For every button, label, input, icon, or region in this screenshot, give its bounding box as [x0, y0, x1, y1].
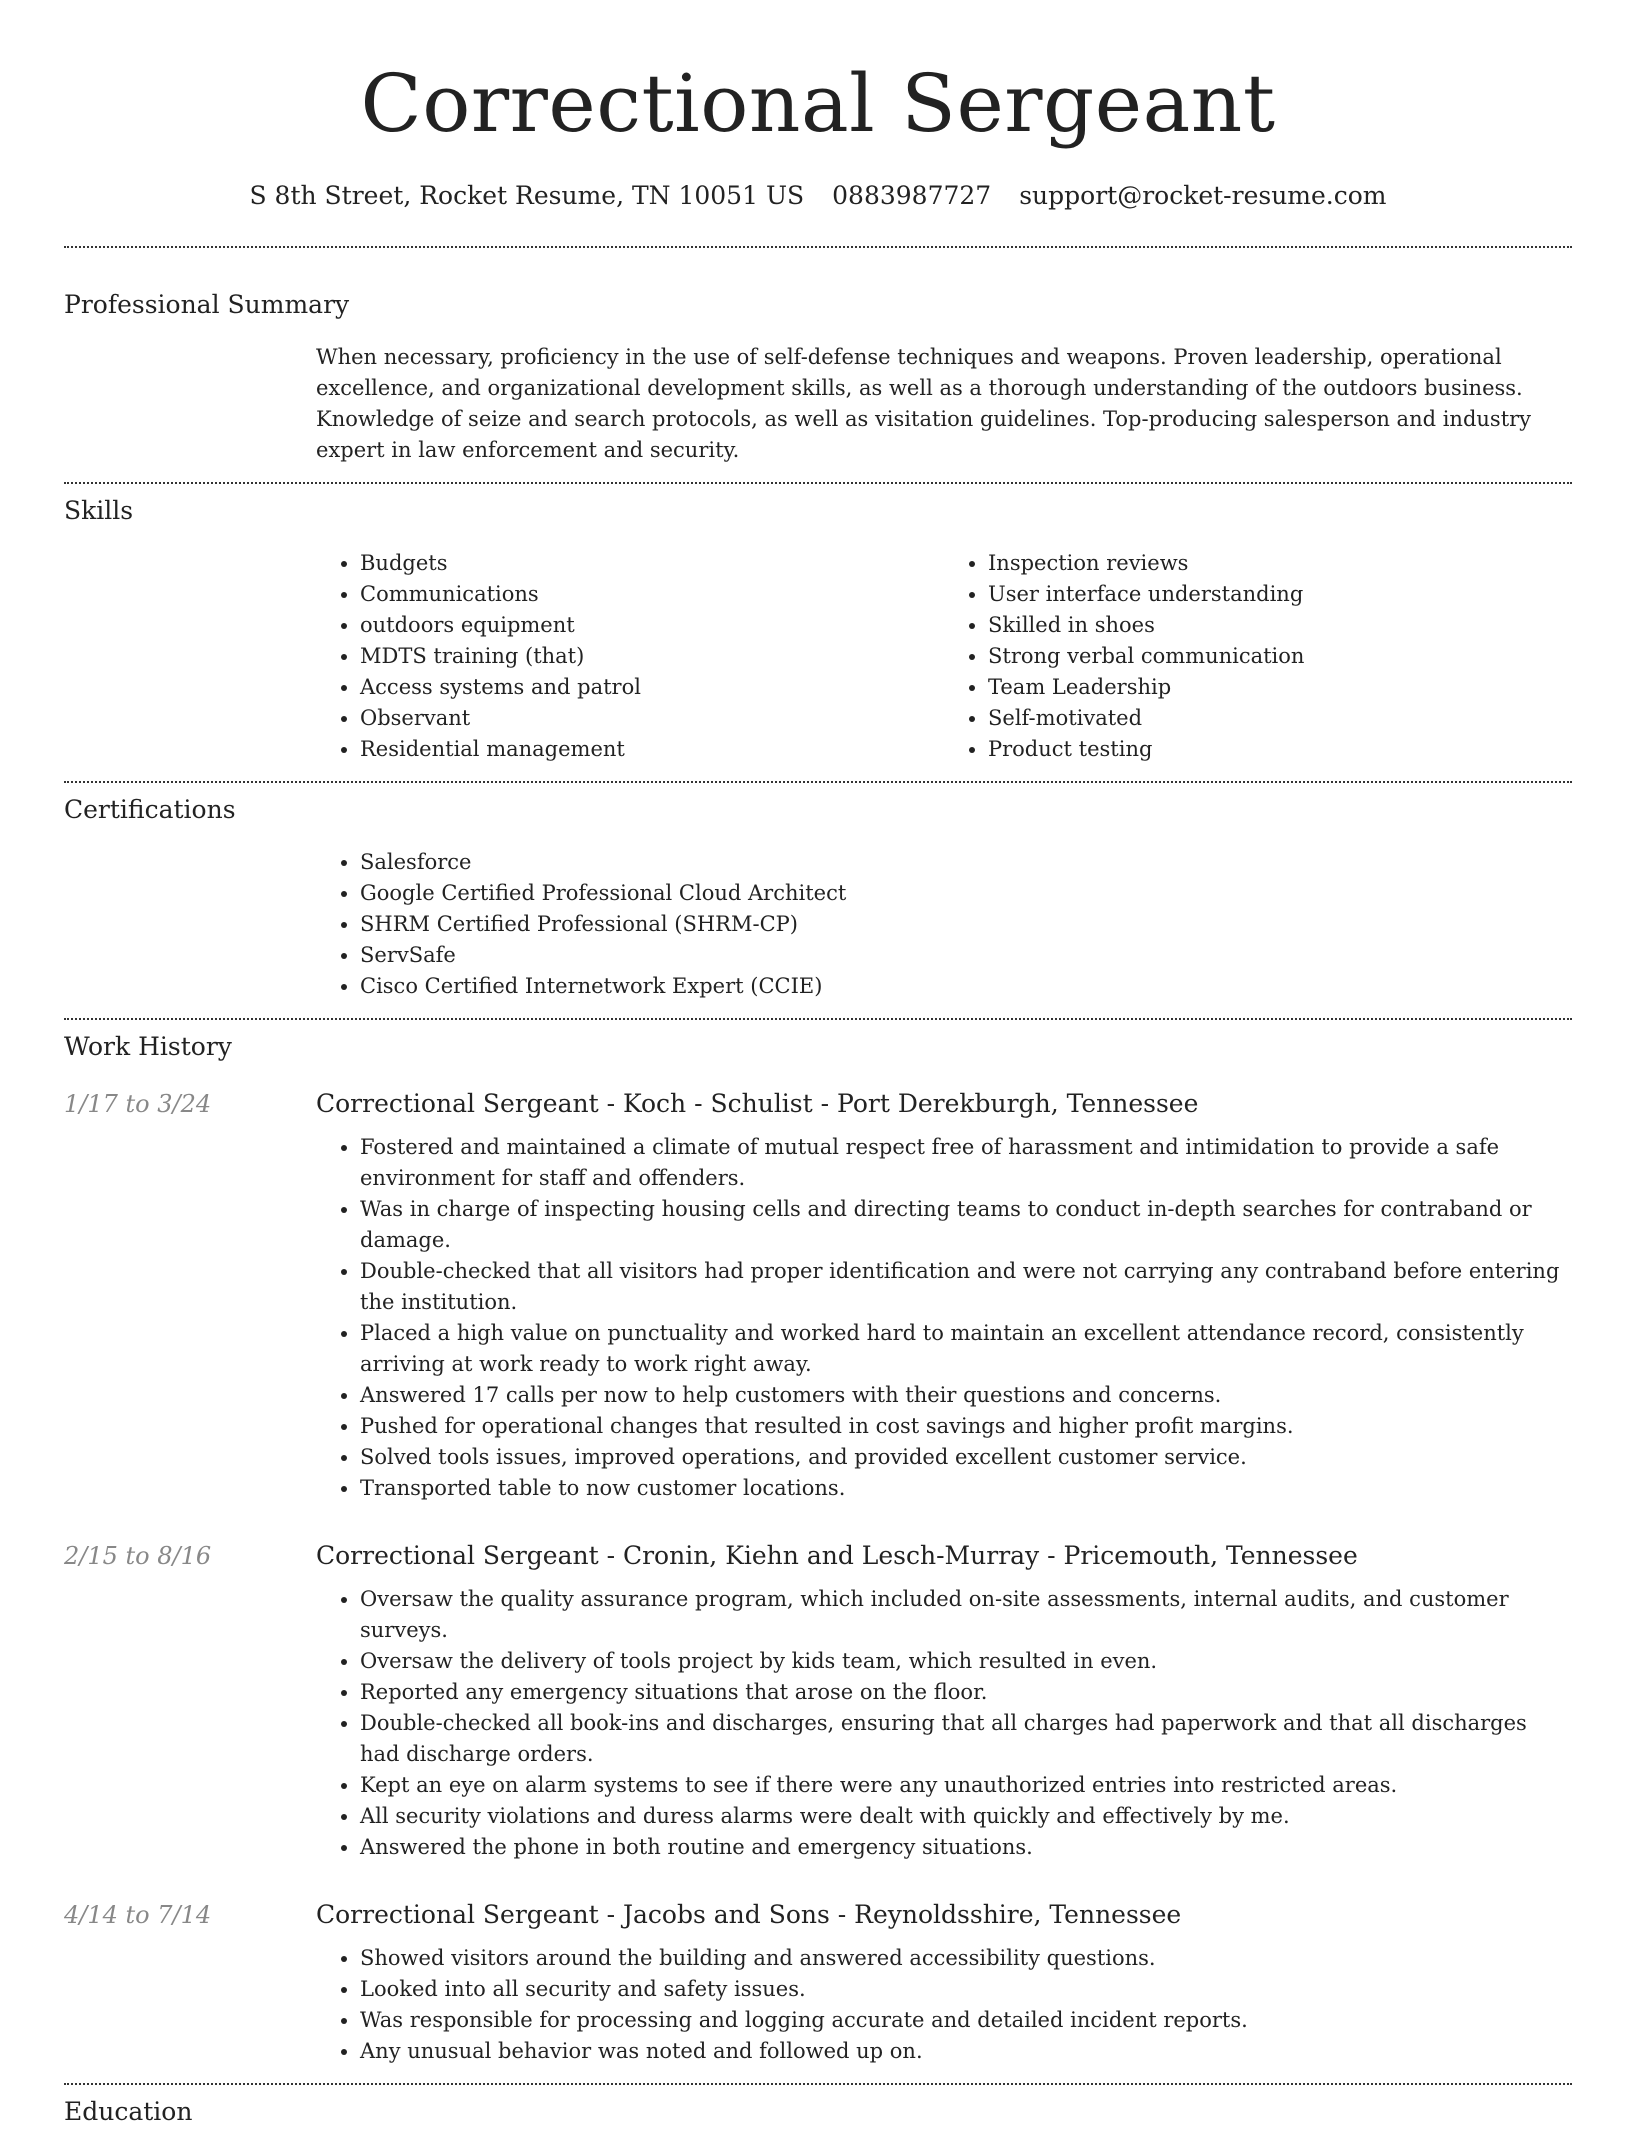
job-bullet: • Showed visitors around the building and answered accessibility questions.: [360, 1943, 1572, 1974]
phone-text: 0883987727: [832, 181, 992, 210]
job-bullets: [316, 1584, 1572, 1863]
skill-item: • Product testing: [988, 734, 1572, 765]
skill-item: • User interface understanding: [988, 579, 1572, 610]
job-bullet: • Looked into all security and safety issues.: [360, 1974, 1572, 2005]
job-bullets: [316, 1132, 1572, 1504]
job-entry: [64, 1086, 1572, 1504]
skill-item: • Inspection reviews: [988, 548, 1572, 579]
section-title-certifications: Certifications: [64, 795, 236, 824]
section-title-education: Education: [64, 2097, 193, 2126]
work-history-section: [64, 1020, 1572, 2067]
contact-line: [64, 178, 1572, 214]
skill-item: • Access systems and patrol: [360, 672, 944, 703]
job-title: Correctional Sergeant - Koch - Schulist - Port Derekburgh, Tennessee: [316, 1089, 1199, 1118]
job-bullet: • Reported any emergency situations that arose on the floor.: [360, 1677, 1572, 1708]
job-bullet: • Oversaw the delivery of tools project by kids team, which resulted in even.: [360, 1646, 1572, 1677]
job-bullet: • Answered 17 calls per now to help customers with their questions and concerns.: [360, 1380, 1572, 1411]
job-entry: [64, 1897, 1572, 2067]
section-title-summary: Professional Summary: [64, 290, 350, 319]
job-bullet: • Transported table to now customer locations.: [360, 1473, 1572, 1504]
skill-item: • Communications: [360, 579, 944, 610]
certification-item: • SHRM Certified Professional (SHRM-CP): [360, 909, 1572, 940]
summary-text: When necessary, proficiency in the use of self-defense techniques and weapons. Proven leadership, operational excellence, and organizational development skills, as well as a thorough understanding of the outdoors business. Knowledge of seize and search protocols, as well as visitation guidelines. Top-producing salesperson and industry expert in law enforcement and security.: [316, 345, 1532, 462]
job-bullets: [316, 1943, 1572, 2067]
skills-list-left: [316, 548, 944, 765]
job-title: Correctional Sergeant - Jacobs and Sons - Reynoldsshire, Tennessee: [316, 1900, 1182, 1929]
skills-list-right: [944, 548, 1572, 765]
job-title: Correctional Sergeant - Cronin, Kiehn and Lesch-Murray - Pricemouth, Tennessee: [316, 1541, 1358, 1570]
certifications-list: [316, 847, 1572, 1002]
job-entry: [64, 1538, 1572, 1863]
job-dates: 2/15 to 8/16: [64, 1542, 212, 1570]
job-bullet: • Solved tools issues, improved operations, and provided excellent customer service.: [360, 1442, 1572, 1473]
skill-item: • Skilled in shoes: [988, 610, 1572, 641]
skill-item: • MDTS training (that): [360, 641, 944, 672]
job-bullet: • Fostered and maintained a climate of mutual respect free of harassment and intimidation to provide a safe environment for staff and offenders.: [360, 1132, 1572, 1194]
skill-item: • Strong verbal communication: [988, 641, 1572, 672]
section-title-work-history: Work History: [64, 1032, 232, 1061]
job-bullet: • Was responsible for processing and logging accurate and detailed incident reports.: [360, 2005, 1572, 2036]
job-bullet: • Placed a high value on punctuality and worked hard to maintain an excellent attendance record, consistently arriving at work ready to work right away.: [360, 1318, 1572, 1380]
job-bullet: • Oversaw the quality assurance program, which included on-site assessments, internal audits, and customer surveys.: [360, 1584, 1572, 1646]
certification-item: • Cisco Certified Internetwork Expert (CCIE): [360, 971, 1572, 1002]
skills-section: [64, 484, 1572, 765]
job-bullet: • Pushed for operational changes that resulted in cost savings and higher profit margins.: [360, 1411, 1572, 1442]
skill-item: • Observant: [360, 703, 944, 734]
job-bullet: • Kept an eye on alarm systems to see if there were any unauthorized entries into restricted areas.: [360, 1770, 1572, 1801]
skill-item: • outdoors equipment: [360, 610, 944, 641]
job-bullet: • Any unusual behavior was noted and followed up on.: [360, 2036, 1572, 2067]
skill-item: • Self-motivated: [988, 703, 1572, 734]
certification-item: • ServSafe: [360, 940, 1572, 971]
skill-item: • Residential management: [360, 734, 944, 765]
certification-item: • Salesforce: [360, 847, 1572, 878]
job-bullet: • Was in charge of inspecting housing cells and directing teams to conduct in-depth searches for contraband or damage.: [360, 1194, 1572, 1256]
certifications-section: [64, 783, 1572, 1002]
resume-page: [64, 0, 1572, 2129]
skill-item: • Budgets: [360, 548, 944, 579]
section-title-skills: Skills: [64, 496, 134, 525]
job-bullet: • Double-checked that all visitors had proper identification and were not carrying any contraband before entering the institution.: [360, 1256, 1572, 1318]
job-bullet: • Answered the phone in both routine and emergency situations.: [360, 1832, 1572, 1863]
certification-item: • Google Certified Professional Cloud Architect: [360, 878, 1572, 909]
job-bullet: • Double-checked all book-ins and discharges, ensuring that all charges had paperwork and that all discharges had discharge orders.: [360, 1708, 1572, 1770]
candidate-name: Correctional Sergeant: [360, 57, 1276, 150]
job-bullet: • All security violations and duress alarms were dealt with quickly and effectively by me.: [360, 1801, 1572, 1832]
education-section: [64, 2085, 1572, 2129]
job-dates: 4/14 to 7/14: [64, 1901, 212, 1929]
email-link[interactable]: support@rocket-resume.com: [1019, 181, 1387, 210]
summary-section: [64, 248, 1572, 466]
job-dates: 1/17 to 3/24: [64, 1090, 212, 1118]
address-text: S 8th Street, Rocket Resume, TN 10051 US: [249, 181, 805, 210]
skill-item: • Team Leadership: [988, 672, 1572, 703]
